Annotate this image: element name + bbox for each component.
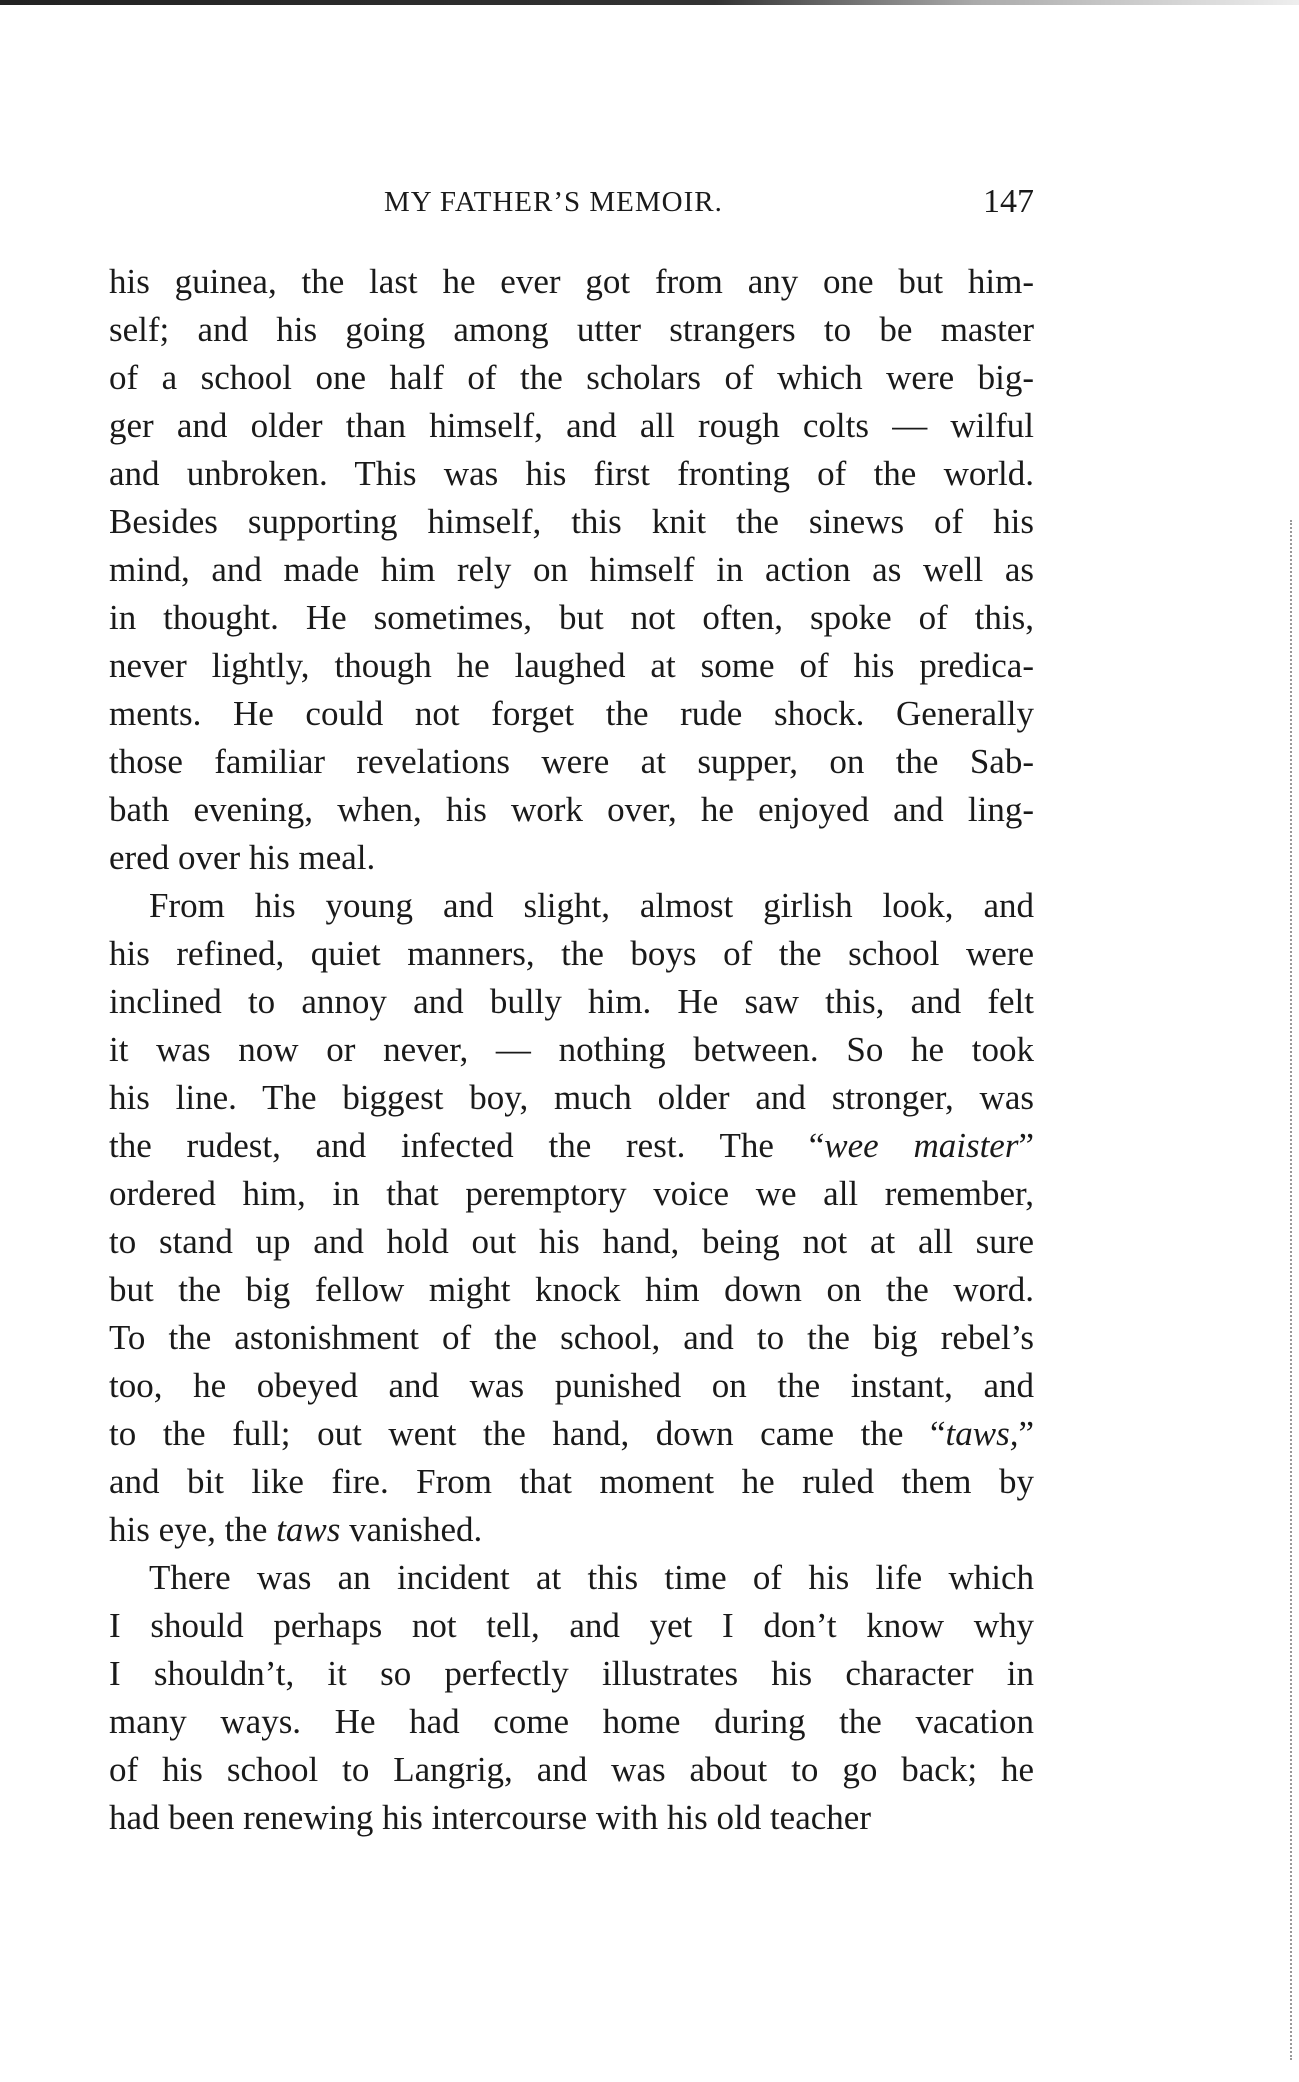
text-segment: ” — [1018, 1126, 1034, 1165]
text-line — [109, 1074, 1034, 1122]
text-segment: ” — [1018, 1414, 1034, 1453]
text-line — [109, 1794, 1034, 1842]
text-line — [109, 498, 1034, 546]
text-segment: never lightly, though he laughed at some of his predica- — [109, 646, 1034, 685]
text-line — [109, 258, 1034, 306]
text-line — [109, 642, 1034, 690]
text-line — [109, 786, 1034, 834]
text-segment: inclined to annoy and bully him. He saw this, and felt — [109, 982, 1034, 1021]
text-line — [109, 1218, 1034, 1266]
text-segment: to the full; out went the hand, down came the “ — [109, 1414, 946, 1453]
text-line — [109, 594, 1034, 642]
page-header — [109, 183, 1034, 226]
scan-right-edge — [1290, 520, 1292, 2060]
text-line — [109, 306, 1034, 354]
text-line — [109, 1170, 1034, 1218]
text-segment: ered over his meal. — [109, 838, 376, 877]
text-segment: There was an incident at this time of his life which — [149, 1558, 1034, 1597]
text-line — [109, 1746, 1034, 1794]
text-line — [109, 1458, 1034, 1506]
running-title: MY FATHER’S MEMOIR. — [384, 186, 723, 218]
text-segment: mind, and made him rely on himself in action as well as — [109, 550, 1034, 589]
text-line — [109, 546, 1034, 594]
text-segment: in thought. He sometimes, but not often, spoke of this, — [109, 598, 1034, 637]
text-segment: self; and his going among utter strangers to be master — [109, 310, 1034, 349]
text-segment: his eye, the — [109, 1510, 277, 1549]
text-segment: ments. He could not forget the rude shock. Generally — [109, 694, 1034, 733]
text-line — [109, 978, 1034, 1026]
text-segment: had been renewing his intercourse with his old teacher — [109, 1798, 871, 1837]
text-segment: of a school one half of the scholars of which were big- — [109, 358, 1034, 397]
text-segment: his refined, quiet manners, the boys of the school were — [109, 934, 1034, 973]
text-line — [109, 1266, 1034, 1314]
text-line — [109, 1026, 1034, 1074]
italic-text: wee maister — [824, 1126, 1019, 1165]
text-line — [109, 1554, 1034, 1602]
text-segment: ordered him, in that peremptory voice we all remember, — [109, 1174, 1034, 1213]
text-line — [109, 1650, 1034, 1698]
page-body — [109, 258, 1034, 1842]
text-segment: Besides supporting himself, this knit the sinews of his — [109, 502, 1034, 541]
text-segment: the rudest, and infected the rest. The “ — [109, 1126, 825, 1165]
text-segment: many ways. He had come home during the vacation — [109, 1702, 1034, 1741]
text-segment: I should perhaps not tell, and yet I don’t know why — [109, 1606, 1034, 1645]
text-line — [109, 1506, 1034, 1554]
text-segment: To the astonishment of the school, and to the big rebel’s — [109, 1318, 1034, 1357]
text-line — [109, 402, 1034, 450]
text-line — [109, 354, 1034, 402]
italic-text: taws — [276, 1510, 341, 1549]
text-segment: and unbroken. This was his first fronting of the world. — [109, 454, 1034, 493]
text-line — [109, 882, 1034, 930]
text-line — [109, 1122, 1034, 1170]
italic-text: taws, — [945, 1414, 1019, 1453]
text-line — [109, 834, 1034, 882]
text-segment: bath evening, when, his work over, he enjoyed and ling- — [109, 790, 1034, 829]
text-segment: too, he obeyed and was punished on the instant, and — [109, 1366, 1034, 1405]
text-segment: those familiar revelations were at supper, on the Sab- — [109, 742, 1034, 781]
scan-top-edge — [0, 0, 1299, 5]
text-line — [109, 930, 1034, 978]
text-line — [109, 738, 1034, 786]
text-segment: his line. The biggest boy, much older and stronger, was — [109, 1078, 1034, 1117]
text-line — [109, 1698, 1034, 1746]
text-line — [109, 1362, 1034, 1410]
text-segment: but the big fellow might knock him down on the word. — [109, 1270, 1034, 1309]
text-segment: to stand up and hold out his hand, being not at all sure — [109, 1222, 1034, 1261]
text-segment: From his young and slight, almost girlish look, and — [149, 886, 1034, 925]
text-line — [109, 690, 1034, 738]
text-segment: I shouldn’t, it so perfectly illustrates his character in — [109, 1654, 1034, 1693]
text-segment: it was now or never, — nothing between. So he took — [109, 1030, 1034, 1069]
text-segment: and bit like fire. From that moment he ruled them by — [109, 1462, 1034, 1501]
text-line — [109, 1602, 1034, 1650]
text-segment: vanished. — [340, 1510, 483, 1549]
text-segment: his guinea, the last he ever got from any one but him- — [109, 262, 1034, 301]
text-line — [109, 450, 1034, 498]
text-segment: of his school to Langrig, and was about to go back; he — [109, 1750, 1034, 1789]
page-number: 147 — [983, 183, 1034, 220]
text-line — [109, 1410, 1034, 1458]
text-line — [109, 1314, 1034, 1362]
text-segment: ger and older than himself, and all rough colts — wilful — [109, 406, 1034, 445]
